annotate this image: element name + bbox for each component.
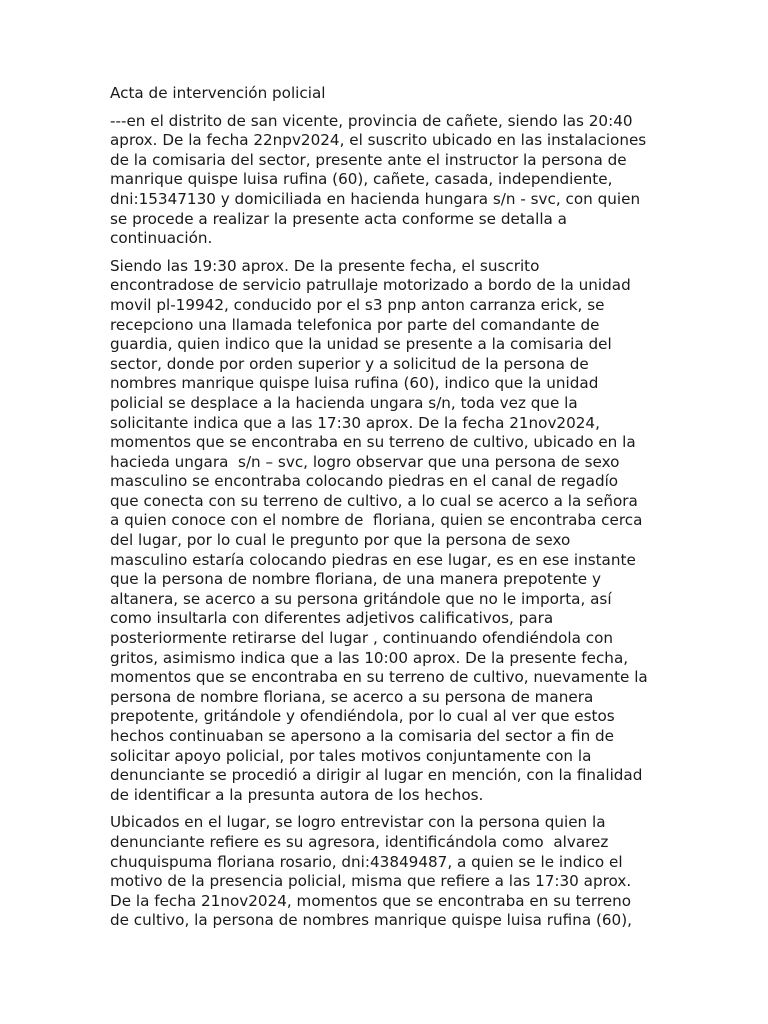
text-line: masculino se encontraba colocando piedras en el canal de regadío (110, 472, 619, 491)
document-body (110, 112, 658, 931)
text-line: nombres manrique quispe luisa rufina (60), indico que la unidad (110, 374, 599, 393)
text-line: que conecta con su terreno de cultivo, a lo cual se acerco a la señora (110, 491, 638, 510)
text-line: de cultivo, la persona de nombres manrique quispe luisa rufina (60), (110, 911, 632, 930)
text-line: manrique quispe luisa rufina (60), cañete, casada, independiente, (110, 170, 613, 189)
text-line: persona de nombre floriana, se acerco a su persona de manera (110, 687, 594, 706)
text-line: prepotente, gritándole y ofendiéndola, por lo cual al ver que estos (110, 707, 615, 726)
text-line: denunciante refiere es su agresora, identificándola como alvarez (110, 832, 609, 851)
text-line: momentos que se encontraba en su terreno de cultivo, nuevamente la (110, 668, 648, 687)
paragraph (110, 813, 658, 931)
text-line: encontradose de servicio patrullaje motorizado a bordo de la unidad (110, 276, 631, 295)
text-line: guardia, quien indico que la unidad se presente a la comisaria del (110, 335, 612, 354)
text-line: Ubicados en el lugar, se logro entrevistar con la persona quien la (110, 813, 606, 832)
document-title: Acta de intervención policial (110, 84, 326, 102)
text-line: ---en el distrito de san vicente, provincia de cañete, siendo las 20:40 (110, 111, 633, 130)
text-line: denunciante se procedió a dirigir al lugar en mención, con la finalidad (110, 766, 643, 785)
document-page (110, 84, 658, 939)
text-line: a quien conoce con el nombre de floriana, quien se encontraba cerca (110, 511, 643, 530)
text-line: momentos que se encontraba en su terreno de cultivo, ubicado en la (110, 433, 636, 452)
paragraph (110, 257, 658, 806)
text-line: altanera, se acerco a su persona gritándole que no le importa, así (110, 589, 612, 608)
text-line: movil pl-19942, conducido por el s3 pnp anton carranza erick, se (110, 295, 605, 314)
text-line: sector, donde por orden superior y a solicitud de la persona de (110, 354, 589, 373)
text-line: solicitar apoyo policial, por tales motivos conjuntamente con la (110, 746, 592, 765)
text-line: gritos, asimismo indica que a las 10:00 aprox. De la presente fecha, (110, 648, 629, 667)
text-line: De la fecha 21nov2024, momentos que se encontraba en su terreno (110, 891, 632, 910)
text-line: de identificar a la presunta autora de los hechos. (110, 785, 484, 804)
text-line: se procede a realizar la presente acta conforme se detalla a (110, 209, 567, 228)
text-line: motivo de la presencia policial, misma que refiere a las 17:30 aprox. (110, 872, 632, 891)
text-line: de la comisaria del sector, presente ante el instructor la persona de (110, 150, 627, 169)
text-line: aprox. De la fecha 22npv2024, el suscrito ubicado en las instalaciones (110, 131, 647, 150)
paragraph (110, 112, 658, 249)
text-line: posteriormente retirarse del lugar , continuando ofendiéndola con (110, 629, 614, 648)
text-line: dni:15347130 y domiciliada en hacienda hungara s/n - svc, con quien (110, 189, 641, 208)
text-line: Siendo las 19:30 aprox. De la presente fecha, el suscrito (110, 256, 540, 275)
text-line: hacieda ungara s/n – svc, logro observar que una persona de sexo (110, 452, 620, 471)
text-line: recepciono una llamada telefonica por parte del comandante de (110, 315, 600, 334)
text-line: que la persona de nombre floriana, de una manera prepotente y (110, 570, 601, 589)
text-line: chuquispuma floriana rosario, dni:43849487, a quien se le indico el (110, 852, 623, 871)
text-line: del lugar, por lo cual le pregunto por que la persona de sexo (110, 531, 571, 550)
text-line: policial se desplace a la hacienda ungara s/n, toda vez que la (110, 393, 578, 412)
text-line: solicitante indica que a las 17:30 aprox. De la fecha 21nov2024, (110, 413, 600, 432)
text-line: continuación. (110, 229, 213, 248)
text-line: como insultarla con diferentes adjetivos calificativos, para (110, 609, 554, 628)
text-line: hechos continuaban se apersono a la comisaria del sector a fin de (110, 727, 615, 745)
text-line: masculino estaría colocando piedras en ese lugar, es en ese instante (110, 550, 636, 569)
